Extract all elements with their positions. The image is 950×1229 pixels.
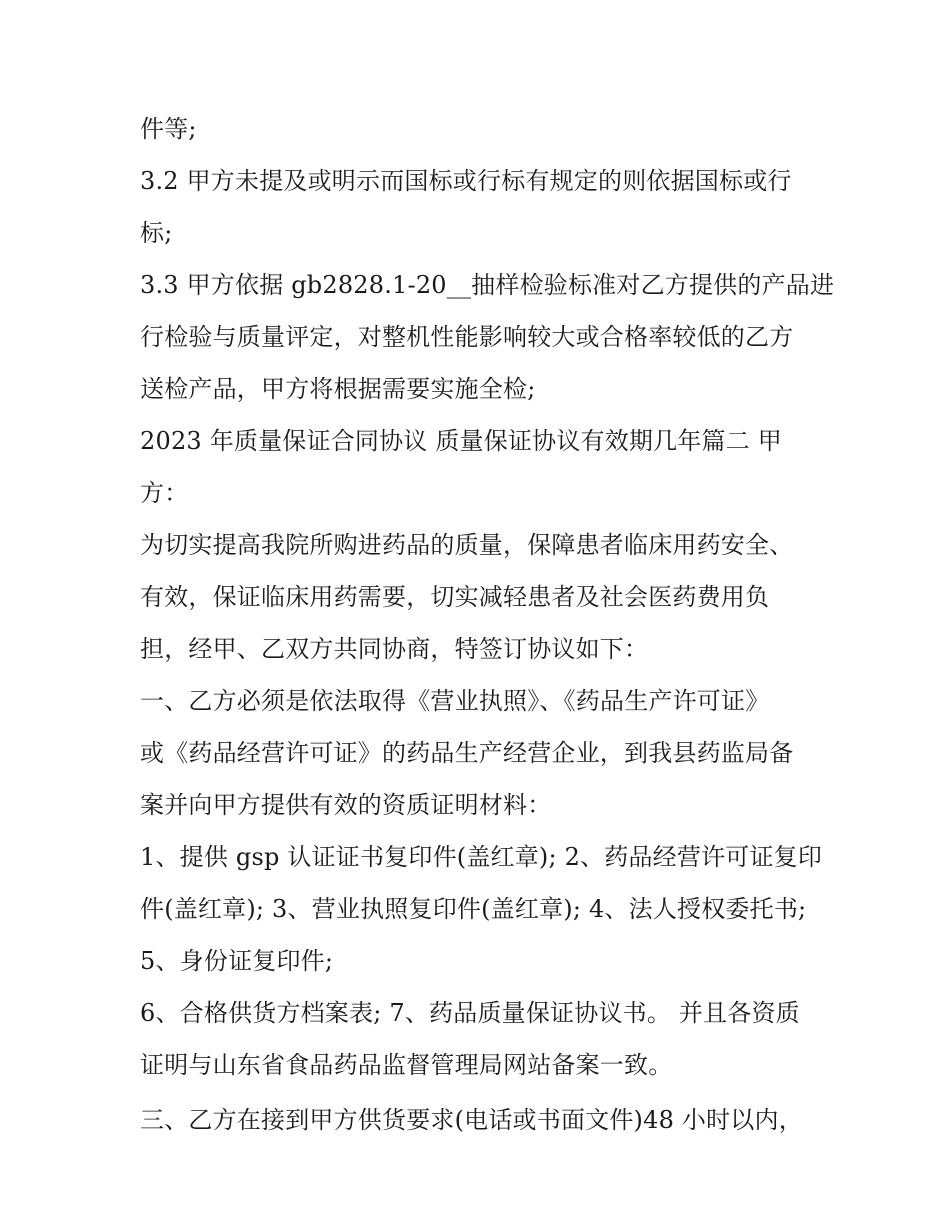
text-line: 或《药品经营许可证》的药品生产经营企业，到我县药监局备	[140, 739, 794, 767]
text-line: 行检验与质量评定，对整机性能影响较大或合格率较低的乙方	[140, 323, 794, 351]
text-line: 6、合格供货方档案表; 7、药品质量保证协议书。 并且各资质	[140, 999, 800, 1027]
text-line: 为切实提高我院所购进药品的质量，保障患者临床用药安全、	[140, 531, 794, 559]
document-body	[140, 103, 835, 1146]
text-line: 件(盖红章); 3、营业执照复印件(盖红章); 4、法人授权委托书;	[140, 895, 807, 923]
text-line: 担，经甲、乙双方共同协商，特签订协议如下：	[140, 635, 649, 663]
text-line: 1、提供 gsp 认证证书复印件(盖红章); 2、药品经营许可证复印	[140, 843, 823, 871]
text-line: 案并向甲方提供有效的资质证明材料：	[140, 791, 552, 819]
text-line: 三、乙方在接到甲方供货要求(电话或书面文件)48 小时以内，	[140, 1106, 803, 1134]
text-line: 一、乙方必须是依法取得《营业执照》、《药品生产许可证》	[140, 687, 770, 715]
section-heading-line: 2023 年质量保证合同协议 质量保证协议有效期几年篇二 甲	[140, 427, 782, 455]
text-line: 证明与山东省食品药品监督管理局网站备案一致。	[140, 1051, 673, 1079]
text-line: 有效，保证临床用药需要，切实减轻患者及社会医药费用负	[140, 583, 770, 611]
text-line: 件等;	[140, 115, 197, 143]
text-line: 3.2 甲方未提及或明示而国标或行标有规定的则依据国标或行	[140, 167, 792, 195]
text-line: 送检产品，甲方将根据需要实施全检;	[140, 375, 536, 403]
text-line: 标;	[140, 219, 173, 247]
section-heading-line: 方：	[140, 479, 189, 507]
text-line: 3.3 甲方依据 gb2828.1-20__抽样检验标准对乙方提供的产品进	[140, 271, 835, 299]
text-line: 5、身份证复印件;	[140, 947, 334, 975]
